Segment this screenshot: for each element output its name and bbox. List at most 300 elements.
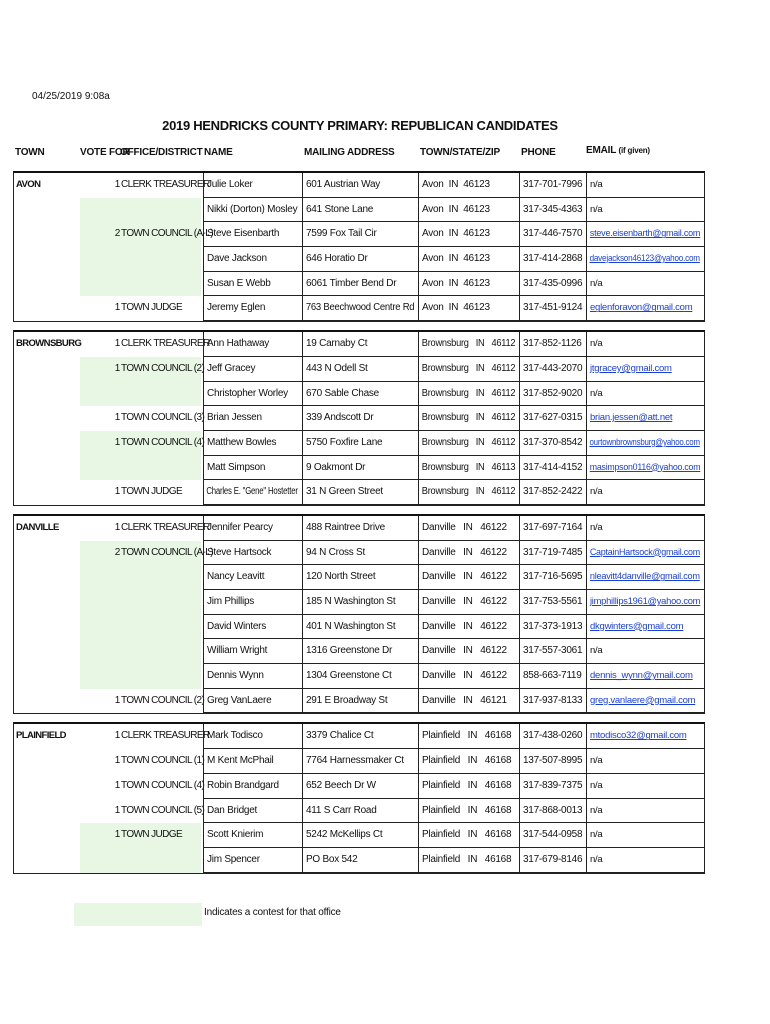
- phone-number-text: 317-544-0958: [523, 829, 583, 841]
- table-row: [14, 431, 704, 456]
- col-header-town: TOWN: [15, 147, 45, 158]
- town-state-zip: [418, 664, 519, 689]
- town-state-zip-text: Plainfield IN 46168: [422, 730, 512, 742]
- town-state-zip-text: Danville IN 46121: [422, 694, 507, 706]
- candidate-name: [203, 173, 302, 198]
- town-state-zip: [418, 198, 519, 223]
- page-title: 2019 HENDRICKS COUNTY PRIMARY: REPUBLICAN CANDIDATES: [162, 118, 558, 133]
- vote-for-count: [80, 247, 120, 272]
- phone-number-text: 317-370-8542: [523, 436, 583, 448]
- office-district: TOWN COUNCIL (A-L): [121, 546, 213, 558]
- email-address: [586, 480, 704, 505]
- mailing-address-text: 31 N Green Street: [306, 486, 383, 498]
- phone-number-text: 317-719-7485: [523, 546, 583, 558]
- table-row: [14, 247, 704, 272]
- vote-for-count: 1: [114, 179, 120, 190]
- email-address[interactable]: [586, 296, 704, 321]
- candidate-name-text: Ann Hathaway: [207, 338, 270, 350]
- phone-number: [519, 480, 586, 505]
- mailing-address-text: 652 Beech Dr W: [306, 779, 376, 791]
- row-divider: [203, 712, 704, 713]
- table-row: [14, 823, 704, 848]
- table-row: [14, 456, 704, 481]
- vote-for-count: [80, 848, 120, 873]
- mailing-address: [302, 480, 418, 505]
- email-address: [586, 848, 704, 873]
- mailing-address: [302, 357, 418, 382]
- office-district: TOWN JUDGE: [121, 486, 183, 498]
- candidate-name-text: Julie Loker: [207, 179, 253, 190]
- office-district: TOWN JUDGE: [121, 829, 183, 841]
- phone-number-text: 317-868-0013: [523, 804, 583, 816]
- phone-number: [519, 516, 586, 541]
- email-address: [586, 823, 704, 848]
- candidate-name-text: Christopher Worley: [207, 387, 288, 399]
- candidate-name-text: Jennifer Pearcy: [207, 521, 273, 533]
- town-state-zip: [418, 431, 519, 456]
- mailing-address-text: PO Box 542: [306, 853, 358, 865]
- town-state-zip: [418, 774, 519, 799]
- email-address: [586, 516, 704, 541]
- table-row: [14, 848, 704, 873]
- vote-for-count: 1: [114, 694, 120, 706]
- email-link[interactable]: davejackson46123@yahoo.com: [589, 253, 700, 265]
- mailing-address-text: 1316 Greenstone Dr: [306, 645, 393, 657]
- town-state-zip-text: Avon IN 46123: [422, 179, 490, 190]
- vote-for-count: 1: [114, 362, 120, 374]
- office-district: CLERK TREASURER: [121, 179, 210, 190]
- town-state-zip: [418, 247, 519, 272]
- row-divider: [203, 320, 704, 321]
- phone-number: [519, 615, 586, 640]
- phone-number: [519, 689, 586, 714]
- town-state-zip-text: Danville IN 46122: [422, 546, 507, 558]
- town-state-zip: [418, 565, 519, 590]
- table-row: [14, 565, 704, 590]
- town-state-zip-text: Brownsburg IN 46112: [421, 362, 516, 374]
- phone-number: [519, 222, 586, 247]
- phone-number: [519, 799, 586, 824]
- office-district: [121, 198, 201, 223]
- vote-for-count: 1: [114, 829, 120, 841]
- email-address[interactable]: [586, 247, 704, 272]
- town-group-brownsburg: [13, 330, 705, 506]
- candidate-name-text: Steve Eisenbarth: [207, 228, 280, 240]
- email-address: [586, 198, 704, 223]
- town-state-zip: [418, 799, 519, 824]
- town-state-zip-text: Brownsburg IN 46112: [421, 387, 516, 399]
- email-address[interactable]: [586, 222, 704, 247]
- email-text: n/a: [590, 521, 603, 533]
- phone-number-text: 317-716-5695: [523, 571, 583, 583]
- town-state-zip-text: Brownsburg IN 46112: [421, 412, 516, 424]
- vote-for-count: [80, 198, 120, 223]
- email-address: [586, 639, 704, 664]
- phone-number: [519, 247, 586, 272]
- phone-number-text: 858-663-7119: [523, 670, 582, 682]
- phone-number-text: 317-627-0315: [523, 412, 583, 424]
- candidate-name: [203, 724, 302, 749]
- mailing-address: [302, 664, 418, 689]
- vote-for-count: 1: [114, 730, 120, 742]
- table-row: [14, 799, 704, 824]
- mailing-address-text: 19 Carnaby Ct: [306, 338, 368, 350]
- candidate-name-text: Susan E Webb: [207, 277, 271, 289]
- vote-for-count: 1: [114, 338, 120, 350]
- candidate-name-text: David Winters: [207, 620, 266, 632]
- town-state-zip-text: Danville IN 46122: [422, 571, 507, 583]
- phone-number: [519, 749, 586, 774]
- candidate-name: [203, 456, 302, 481]
- mailing-address-text: 646 Horatio Dr: [306, 253, 368, 265]
- town-state-zip: [418, 639, 519, 664]
- vote-for-count: 2: [114, 228, 120, 240]
- col-header-email: [586, 145, 650, 156]
- vote-for-count: [80, 590, 120, 615]
- table-row: [14, 664, 704, 689]
- candidates-table: [13, 171, 705, 874]
- phone-number-text: 317-414-2868: [523, 253, 583, 265]
- office-district: [121, 272, 201, 297]
- town-state-zip: [418, 480, 519, 505]
- candidate-name-text: Jim Phillips: [207, 596, 255, 607]
- vote-for-count: [80, 664, 120, 689]
- candidate-name-text: Scott Knierim: [207, 829, 264, 841]
- town-state-zip-text: Danville IN 46122: [422, 645, 507, 657]
- mailing-address-text: 7599 Fox Tail Cir: [306, 228, 377, 240]
- email-link[interactable]: jtgracey@gmail.com: [590, 362, 672, 374]
- candidate-name: [203, 357, 302, 382]
- candidate-name: [203, 480, 302, 505]
- candidate-name: [203, 222, 302, 247]
- vote-for-count: 2: [114, 546, 120, 558]
- email-text: n/a: [590, 853, 603, 865]
- email-address[interactable]: [586, 357, 704, 382]
- table-row: [14, 541, 704, 566]
- town-state-zip: [418, 848, 519, 873]
- phone-number-text: 317-438-0260: [523, 730, 583, 742]
- table-row: [14, 590, 704, 615]
- vote-for-count: [80, 615, 120, 640]
- mailing-address: [302, 173, 418, 198]
- mailing-address-text: 120 North Street: [306, 571, 376, 583]
- email-link[interactable]: eglenforavon@gmail.com: [590, 302, 693, 314]
- mailing-address-text: 601 Austrian Way: [306, 179, 381, 190]
- phone-number: [519, 456, 586, 481]
- mailing-address: [302, 222, 418, 247]
- candidate-name-text: Greg VanLaere: [207, 694, 272, 706]
- office-district: TOWN COUNCIL (1): [121, 755, 205, 767]
- candidate-name-text: Nikki (Dorton) Mosley: [207, 203, 298, 215]
- phone-number: [519, 406, 586, 431]
- email-link[interactable]: dkgwinters@gmail.com: [590, 620, 684, 632]
- email-text: n/a: [590, 829, 603, 841]
- phone-number: [519, 431, 586, 456]
- town-state-zip: [418, 272, 519, 297]
- mailing-address: [302, 516, 418, 541]
- col-header-name: NAME: [204, 147, 233, 158]
- town-state-zip: [418, 357, 519, 382]
- email-address[interactable]: [586, 431, 704, 456]
- town-state-zip: [418, 516, 519, 541]
- email-address[interactable]: [586, 689, 704, 714]
- email-address[interactable]: [586, 456, 704, 481]
- candidate-name-text: Charles E. "Gene" Hostetter: [206, 486, 298, 498]
- candidate-name-text: Robin Brandgard: [207, 779, 279, 791]
- candidate-name-text: Nancy Leavitt: [207, 571, 265, 583]
- candidate-name: [203, 296, 302, 321]
- town-state-zip: [418, 590, 519, 615]
- email-text: n/a: [590, 387, 603, 399]
- office-district: TOWN COUNCIL (4): [121, 779, 205, 791]
- col-header-office: OFFICE/DISTRICT: [120, 147, 203, 158]
- mailing-address-text: 339 Andscott Dr: [306, 412, 374, 424]
- office-district: TOWN JUDGE: [121, 302, 183, 314]
- town-state-zip-text: Brownsburg IN 46112: [421, 338, 516, 350]
- email-address: [586, 382, 704, 407]
- mailing-address: [302, 639, 418, 664]
- table-row: [14, 382, 704, 407]
- table-row: [14, 296, 704, 321]
- email-link[interactable]: ourtownbrownsburg@yahoo.com: [589, 436, 700, 448]
- row-divider: [203, 872, 704, 873]
- office-district: [121, 639, 201, 664]
- legend-green-swatch: [74, 903, 202, 926]
- email-address: [586, 332, 704, 357]
- candidate-name: [203, 639, 302, 664]
- email-address[interactable]: [586, 565, 704, 590]
- town-state-zip-text: Brownsburg IN 46112: [421, 436, 516, 448]
- candidate-name: [203, 406, 302, 431]
- phone-number: [519, 639, 586, 664]
- mailing-address-text: 763 Beechwood Centre Rd: [305, 302, 415, 314]
- vote-for-count: [80, 639, 120, 664]
- candidate-name-text: Dennis Wynn: [207, 670, 264, 682]
- phone-number-text: 317-852-2422: [523, 486, 583, 498]
- phone-number-text: 317-701-7996: [523, 179, 583, 190]
- mailing-address: [302, 615, 418, 640]
- candidate-name: [203, 848, 302, 873]
- town-state-zip-text: Avon IN 46123: [422, 203, 490, 215]
- email-address[interactable]: [586, 406, 704, 431]
- office-district: TOWN COUNCIL (2): [121, 694, 205, 706]
- table-row: [14, 222, 704, 247]
- mailing-address-text: 6061 Timber Bend Dr: [306, 277, 397, 289]
- town-state-zip: [418, 296, 519, 321]
- email-link[interactable]: greg.vanlaere@gmail.com: [590, 694, 696, 706]
- vote-for-count: 1: [114, 412, 120, 424]
- email-text: n/a: [590, 755, 603, 767]
- office-district: [121, 565, 201, 590]
- office-district: TOWN COUNCIL (A-L): [121, 228, 213, 240]
- mailing-address: [302, 590, 418, 615]
- col-header-vote-for: VOTE FOR: [80, 147, 130, 158]
- phone-number: [519, 296, 586, 321]
- mailing-address: [302, 848, 418, 873]
- phone-number-text: 317-557-3061: [523, 645, 583, 657]
- phone-number: [519, 357, 586, 382]
- email-text: n/a: [590, 179, 603, 190]
- mailing-address: [302, 724, 418, 749]
- office-district: [121, 664, 201, 689]
- mailing-address-text: 9 Oakmont Dr: [306, 461, 366, 473]
- phone-number: [519, 664, 586, 689]
- mailing-address: [302, 198, 418, 223]
- email-address[interactable]: [586, 724, 704, 749]
- town-state-zip: [418, 222, 519, 247]
- mailing-address: [302, 456, 418, 481]
- town-state-zip-text: Avon IN 46123: [422, 228, 490, 240]
- phone-number-text: 317-373-1913: [523, 620, 583, 632]
- table-row: [14, 749, 704, 774]
- town-state-zip-text: Avon IN 46123: [422, 253, 490, 265]
- office-district: TOWN COUNCIL (2): [121, 362, 205, 374]
- table-row: [14, 406, 704, 431]
- mailing-address: [302, 431, 418, 456]
- vote-for-count: [80, 272, 120, 297]
- table-row: [14, 774, 704, 799]
- email-address[interactable]: [586, 590, 704, 615]
- table-row: [14, 615, 704, 640]
- table-row: [14, 516, 704, 541]
- phone-number: [519, 541, 586, 566]
- office-district: CLERK TREASURER: [121, 338, 210, 350]
- email-text: n/a: [590, 203, 603, 215]
- candidate-name-text: William Wright: [207, 645, 268, 657]
- mailing-address-text: 5750 Foxfire Lane: [306, 436, 383, 448]
- candidate-name: [203, 541, 302, 566]
- vote-for-count: [80, 456, 120, 481]
- mailing-address-text: 185 N Washington St: [306, 596, 396, 607]
- col-header-email-note: (if given): [618, 146, 650, 155]
- town-state-zip-text: Avon IN 46123: [422, 277, 490, 289]
- phone-number: [519, 565, 586, 590]
- email-link[interactable]: mtodisco32@gmail.com: [590, 730, 687, 742]
- mailing-address: [302, 541, 418, 566]
- candidate-name-text: Mark Todisco: [207, 730, 263, 742]
- phone-number: [519, 332, 586, 357]
- mailing-address-text: 1304 Greenstone Ct: [306, 670, 392, 682]
- town-state-zip: [418, 823, 519, 848]
- phone-number-text: 317-451-9124: [523, 302, 583, 314]
- town-state-zip-text: Danville IN 46122: [422, 670, 507, 682]
- email-link[interactable]: brian.jessen@att.net: [590, 412, 673, 424]
- table-row: [14, 198, 704, 223]
- mailing-address: [302, 332, 418, 357]
- town-state-zip: [418, 332, 519, 357]
- candidate-name: [203, 247, 302, 272]
- candidate-name: [203, 272, 302, 297]
- office-district: [121, 382, 201, 407]
- office-district: TOWN COUNCIL (3): [121, 412, 205, 424]
- phone-number-text: 317-937-8133: [523, 694, 583, 706]
- email-text: n/a: [590, 804, 603, 816]
- mailing-address: [302, 406, 418, 431]
- town-state-zip: [418, 456, 519, 481]
- table-row: [14, 173, 704, 198]
- town-name: BROWNSBURG: [16, 338, 82, 350]
- town-state-zip: [418, 173, 519, 198]
- town-state-zip: [418, 615, 519, 640]
- email-link[interactable]: jimphillips1961@yahoo.com: [589, 596, 701, 607]
- phone-number-text: 317-443-2070: [523, 362, 583, 374]
- phone-number: [519, 724, 586, 749]
- town-name: AVON: [16, 179, 41, 190]
- email-link[interactable]: nleavitt4danville@gmail.com: [589, 571, 700, 583]
- town-group-plainfield: [13, 722, 705, 873]
- town-state-zip-text: Plainfield IN 46168: [422, 779, 512, 791]
- email-link[interactable]: CaptainHartsock@gmail.com: [589, 546, 700, 558]
- town-state-zip-text: Brownsburg IN 46113: [421, 461, 516, 473]
- phone-number: [519, 774, 586, 799]
- email-address[interactable]: [586, 664, 704, 689]
- candidate-name: [203, 664, 302, 689]
- vote-for-count: 1: [114, 436, 120, 448]
- phone-number-text: 317-679-8146: [523, 853, 583, 865]
- candidate-name-text: Matt Simpson: [207, 461, 266, 473]
- town-state-zip-text: Plainfield IN 46168: [422, 853, 512, 865]
- table-row: [14, 272, 704, 297]
- mailing-address: [302, 799, 418, 824]
- phone-number-text: 317-839-7375: [523, 779, 583, 791]
- email-link[interactable]: dennis_wynn@ymail.com: [590, 670, 693, 682]
- email-address[interactable]: [586, 541, 704, 566]
- phone-number: [519, 173, 586, 198]
- candidate-name-text: Jeremy Eglen: [207, 302, 266, 314]
- candidate-name-text: Jim Spencer: [207, 853, 260, 865]
- mailing-address: [302, 247, 418, 272]
- mailing-address-text: 401 N Washington St: [306, 620, 396, 632]
- town-name: PLAINFIELD: [16, 730, 66, 742]
- mailing-address: [302, 382, 418, 407]
- phone-number: [519, 590, 586, 615]
- town-group-avon: [13, 171, 705, 322]
- town-state-zip-text: Plainfield IN 46168: [422, 755, 512, 767]
- candidate-name: [203, 516, 302, 541]
- candidate-name-text: Dave Jackson: [207, 253, 267, 265]
- email-text: n/a: [590, 486, 603, 498]
- email-text: n/a: [590, 338, 603, 350]
- mailing-address: [302, 689, 418, 714]
- candidate-name-text: Jeff Gracey: [207, 362, 256, 374]
- table-row: [14, 480, 704, 505]
- email-address[interactable]: [586, 615, 704, 640]
- vote-for-count: 1: [114, 804, 120, 816]
- vote-for-count: 1: [114, 755, 120, 767]
- email-text: n/a: [590, 645, 603, 657]
- col-header-address: MAILING ADDRESS: [304, 147, 395, 158]
- town-state-zip: [418, 406, 519, 431]
- mailing-address: [302, 272, 418, 297]
- candidate-name-text: Steve Hartsock: [207, 546, 272, 558]
- mailing-address-text: 670 Sable Chase: [306, 387, 379, 399]
- town-state-zip: [418, 689, 519, 714]
- office-district: [121, 590, 201, 615]
- email-link[interactable]: masimpson0116@yahoo.com: [589, 461, 701, 473]
- office-district: [121, 456, 201, 481]
- vote-for-count: 1: [114, 302, 120, 314]
- phone-number-text: 317-414-4152: [523, 461, 583, 473]
- town-state-zip-text: Danville IN 46122: [422, 521, 507, 533]
- town-state-zip-text: Avon IN 46123: [422, 302, 490, 314]
- candidate-name-text: Brian Jessen: [207, 412, 262, 424]
- town-state-zip-text: Brownsburg IN 46112: [421, 486, 516, 498]
- office-district: CLERK TREASURER: [121, 521, 210, 533]
- vote-for-count: [80, 382, 120, 407]
- mailing-address-text: 488 Raintree Drive: [306, 521, 385, 533]
- phone-number: [519, 848, 586, 873]
- email-link[interactable]: steve.eisenbarth@gmail.com: [589, 228, 701, 240]
